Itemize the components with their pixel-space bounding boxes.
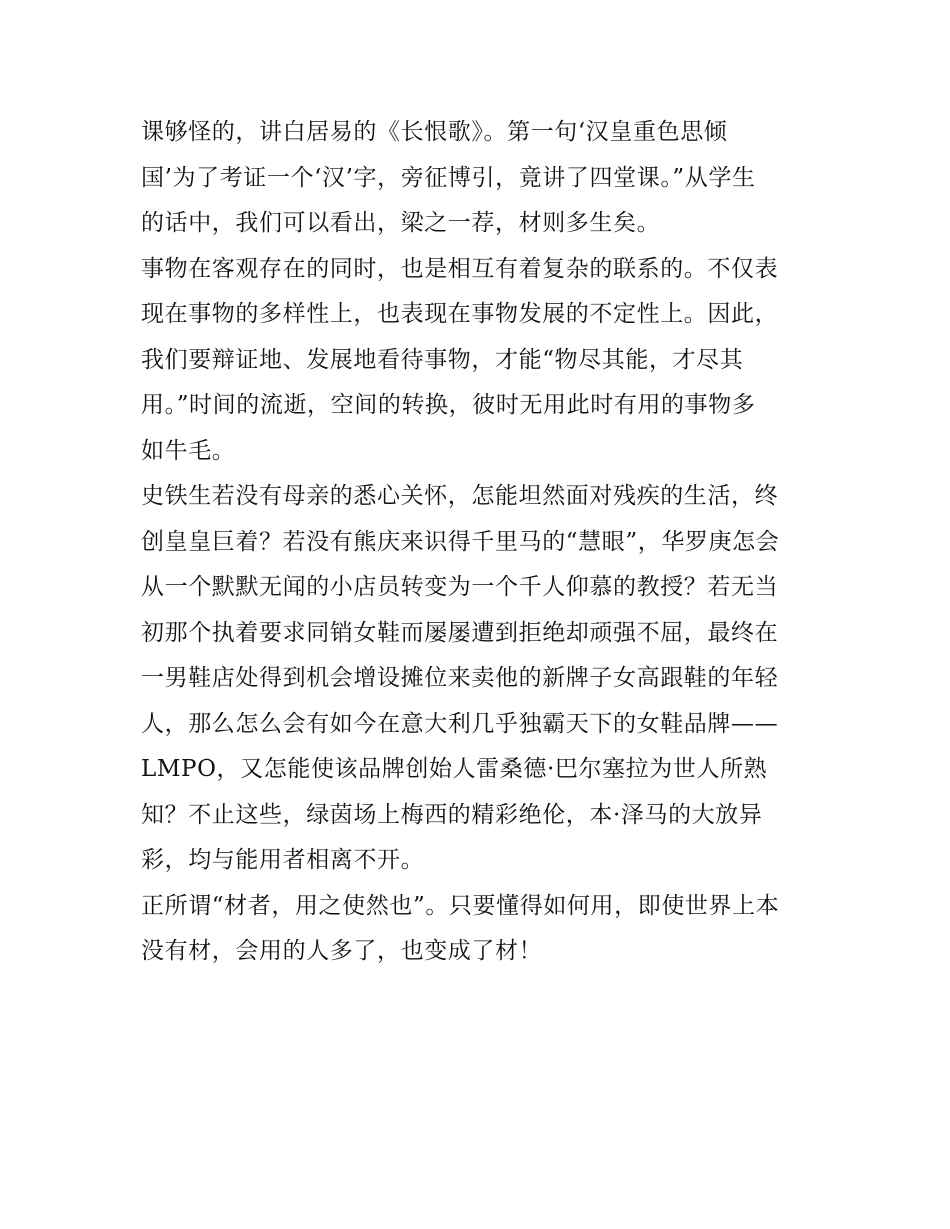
text-line: 史铁生若没有母亲的悉心关怀，怎能坦然面对残疾的生活，终 [141,483,779,509]
text-line: 国’为了考证一个‘汉’字，旁征博引，竟讲了四堂课。”从学生 [141,164,756,191]
text-line: 如牛毛。 [141,437,236,464]
text-line: 正所谓“材者，用之使然也”。只要懂得如何用，即使世界上本 [141,892,780,919]
paragraph [141,247,821,475]
text-line: 创皇皇巨着？若没有熊庆来识得千里马的“慧眼”，华罗庚怎会 [141,528,780,555]
text-line: 现在事物的多样性上，也表现在事物发展的不定性上。因此， [141,301,779,327]
text-line: 从一个默默无闻的小店员转变为一个千人仰慕的教授？若无当 [141,574,779,600]
text-line: 彩，均与能用者相离不开。 [141,847,425,873]
text-line: 初那个执着要求同销女鞋而屡屡遭到拒绝却顽强不屈，最终在 [141,619,779,646]
text-line: 我们要辩证地、发展地看待事物，才能“物尽其能，才尽其 [141,346,744,373]
paragraph [141,110,821,247]
text-line: 人，那么怎么会有如今在意大利几乎独霸天下的女鞋品牌—— [141,710,779,737]
text-line: 事物在客观存在的同时，也是相互有着复杂的联系的。不仅表 [141,255,779,282]
text-line: LMPO，又怎能使该品牌创始人雷桑德·巴尔塞拉为世人所熟 [141,756,768,782]
text-line: 没有材，会用的人多了，也变成了材！ [141,938,543,964]
paragraph [141,884,821,975]
text-line: 的话中，我们可以看出，梁之一荐，材则多生矣。 [141,210,661,236]
text-line: 课够怪的，讲白居易的《长恨歌》。第一句‘汉皇重色思倾 [141,119,728,145]
text-line: 用。”时间的流逝，空间的转换，彼时无用此时有用的事物多 [141,392,756,418]
body-text [141,110,821,975]
text-line: 知？不止这些，绿茵场上梅西的精彩绝伦，本·泽马的大放异 [141,801,763,828]
text-line: 一男鞋店处得到机会增设摊位来卖他的新牌子女高跟鞋的年轻 [141,665,779,691]
paragraph [141,474,821,884]
